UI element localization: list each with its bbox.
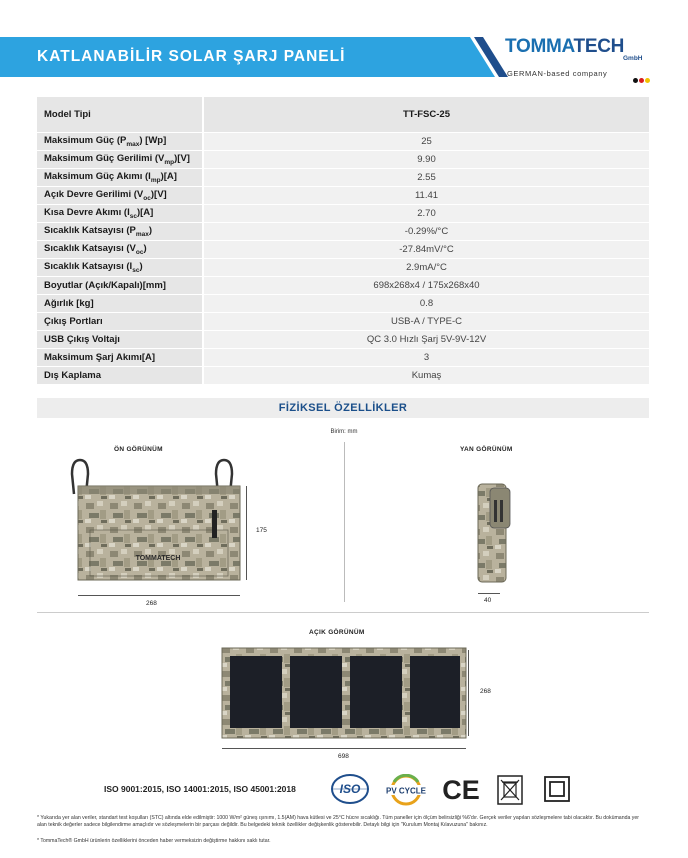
logo-tagline: GERMAN-based company (507, 69, 608, 78)
spec-label: Maksimum Güç Akımı $(I_{mp})[A]$ (37, 168, 203, 186)
side-depth-dimline (478, 593, 500, 594)
class-ii-icon (543, 775, 571, 803)
open-view-drawing (220, 644, 470, 744)
logo-wordmark: TOMMATECH (505, 36, 625, 57)
solar-cell-panel (230, 656, 282, 728)
spec-label: USB Çıkış Voltajı (37, 330, 203, 348)
spec-value: 3 (203, 348, 649, 366)
brand-logo (505, 36, 655, 84)
panel-brand-text: TOMMATECH (135, 555, 181, 562)
page-title: KATLANABİLİR SOLAR ŞARJ PANELİ (37, 48, 346, 65)
iso-badge-icon (330, 773, 370, 805)
iso-standards-text: ISO 9001:2015, ISO 14001:2015, ISO 45001:2018 (104, 784, 296, 794)
spec-label: Çıkış Portları (37, 312, 203, 330)
pv-cycle-icon (381, 774, 431, 806)
open-view-label: AÇIK GÖRÜNÜM (309, 629, 365, 636)
ce-mark-icon (441, 774, 481, 804)
side-depth-label: 40 (484, 597, 492, 604)
weee-bin-icon (497, 775, 523, 805)
open-height-dimline (468, 650, 469, 736)
spec-row (37, 168, 649, 186)
unit-note: Birim: mm (330, 429, 358, 435)
spec-row (37, 186, 649, 204)
spec-row (37, 132, 649, 150)
svg-text:ISO: ISO (339, 782, 361, 796)
flag-dots-icon (633, 70, 651, 88)
spec-value: 0.8 (203, 294, 649, 312)
spec-label: Dış Kaplama (37, 366, 203, 384)
front-view-label: ÖN GÖRÜNÜM (114, 446, 163, 453)
spec-row (37, 348, 649, 366)
view-divider (344, 442, 345, 602)
spec-value: 2.9mA/°C (203, 258, 649, 276)
spec-table (37, 97, 649, 385)
spec-label: Sıcaklık Katsayısı $(V_{oc})$ (37, 240, 203, 258)
spec-row (37, 240, 649, 258)
spec-value: -27.84mV/°C (203, 240, 649, 258)
section-divider (37, 612, 649, 613)
spec-label: Sıcaklık Katsayısı $(P_{max})$ (37, 222, 203, 240)
svg-text:PV CYCLE: PV CYCLE (385, 786, 427, 796)
spec-value: 9.90 (203, 150, 649, 168)
spec-row (37, 312, 649, 330)
solar-cell-panel (350, 656, 402, 728)
spec-head-label: Model Tipi (37, 97, 203, 132)
spec-value: USB-A / TYPE-C (203, 312, 649, 330)
spec-row (37, 258, 649, 276)
front-width-dimline (78, 595, 240, 596)
spec-label: Sıcaklık Katsayısı $(I_{sc})$ (37, 258, 203, 276)
open-height-label: 268 (480, 688, 491, 695)
spec-value: 2.70 (203, 204, 649, 222)
spec-row (37, 150, 649, 168)
spec-label: Kısa Devre Akımı $(I_{sc})[A]$ (37, 204, 203, 222)
footnote-stc: * Yukarıda yer alan veriler, standart test koşulları (STC) altında elde edilmiştir: 1000 W/m² güneş ışınımı, 1.5(AM) hava kütlesi ve 25°C hücre sıcaklığı. Tüm paneller için ölçüm belirsizliği %6'dır. Gerçek veriler yapılan sözleşmelere tabi olacaktır. Bu dokümanda yer alan teknik değerler sadece bilgilendirme amaçlıdır ve sözleşmelerin bir parçası değildir. Bu belgedeki teknik özellikler değişkenlik gösterebilir. Detaylı bilgi için "Kurulum Montaj Kılavuzuna" bakınız. (37, 815, 639, 828)
front-height-dimline (246, 486, 247, 580)
spec-row (37, 294, 649, 312)
spec-label: Maksimum Güç Gerilimi $(V_{mp})[V]$ (37, 150, 203, 168)
spec-label: Ağırlık [kg] (37, 294, 203, 312)
open-width-dimline (222, 748, 466, 749)
spec-value: 698x268x4 / 175x268x40 (203, 276, 649, 294)
solar-cell-panel (410, 656, 460, 728)
physical-section-title: FİZİKSEL ÖZELLİKLER (278, 402, 408, 414)
solar-cell-panel (290, 656, 342, 728)
spec-label: Maksimum Güç $(P_{max})$ [Wp] (37, 132, 203, 150)
spec-value: -0.29%/°C (203, 222, 649, 240)
front-height-label: 175 (256, 527, 267, 534)
spec-value: QC 3.0 Hızlı Şarj 5V-9V-12V (203, 330, 649, 348)
spec-value: 2.55 (203, 168, 649, 186)
spec-value: 11.41 (203, 186, 649, 204)
spec-head-row (37, 97, 649, 132)
spec-row (37, 204, 649, 222)
svg-text:CE: CE (442, 775, 480, 804)
spec-label: Maksimum Şarj Akımı[A] (37, 348, 203, 366)
spec-row (37, 330, 649, 348)
open-width-label: 698 (338, 753, 349, 760)
spec-head-value: TT-FSC-25 (203, 97, 649, 132)
side-view-label: YAN GÖRÜNÜM (460, 446, 513, 453)
spec-value: 25 (203, 132, 649, 150)
spec-value: Kumaş (203, 366, 649, 384)
page-header (0, 0, 688, 80)
front-view-drawing (60, 452, 260, 602)
spec-label: Açık Devre Gerilimi $(V_{oc})[V]$ (37, 186, 203, 204)
header-stripes (443, 37, 513, 77)
spec-label: Boyutlar (Açık/Kapalı)[mm] (37, 276, 203, 294)
front-width-label: 268 (146, 600, 157, 607)
spec-row (37, 276, 649, 294)
footnote-rights: * TommaTech® GmbH ürünlerin özelliklerini önceden haber vermeksizin değiştirme hakkını saklı tutar. (37, 838, 271, 844)
physical-section-bar (37, 398, 649, 418)
spec-row (37, 366, 649, 384)
spec-row (37, 222, 649, 240)
logo-gmbh: GmbH (623, 55, 643, 62)
side-view-drawing (470, 478, 520, 588)
